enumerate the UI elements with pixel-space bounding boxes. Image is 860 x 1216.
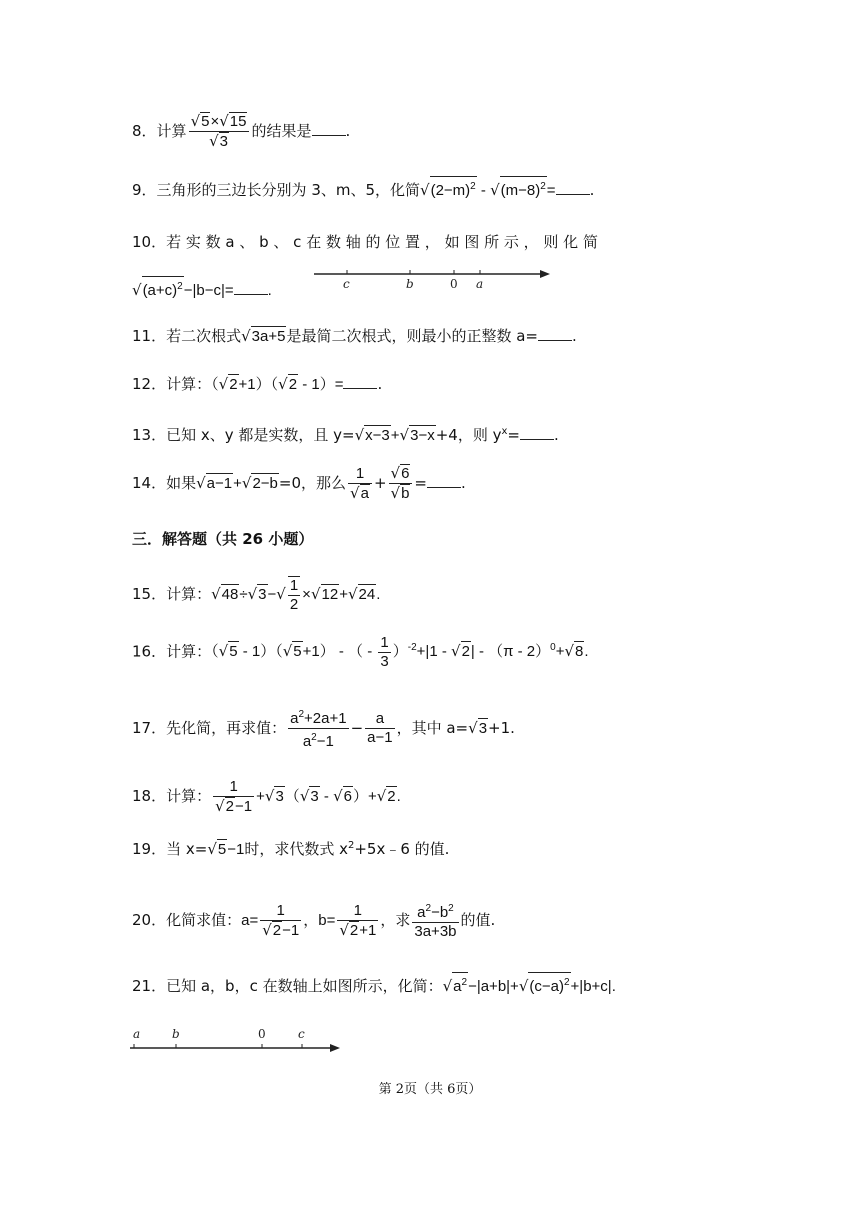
fraction: $\frac{√5\times√15}{√3}$ xyxy=(189,112,250,151)
problem-text: 计算 xyxy=(156,122,187,140)
period: . xyxy=(345,122,351,140)
problem-number: 17． xyxy=(132,719,167,737)
answer-blank[interactable] xyxy=(538,326,572,341)
problem-text: ，求 xyxy=(380,911,411,929)
problem-number: 21． xyxy=(132,977,167,995)
problem-9 xyxy=(132,176,594,201)
problem-text: 若 实 数 a 、 b 、 c 在 数 轴 的 位 置 ， 如 图 所 示 ， 则 化 简 xyxy=(166,233,598,251)
expression: a= $\frac{1}{√2-1}$ ，b= $\frac{1}{√2+1}$ xyxy=(241,902,377,940)
answer-blank[interactable] xyxy=(556,180,590,195)
problem-15 xyxy=(132,576,380,614)
problem-17: 17．先化简，再求值： $\frac{a^2+2a+1}{a^2-1}$ − $\frac{a}{a-1}$ ，其中 a=√3+1. xyxy=(132,706,515,751)
problem-text: 当 x= xyxy=(166,840,208,858)
fraction: $\frac{1}{√a}$ xyxy=(348,465,372,503)
problem-11 xyxy=(132,326,577,347)
problem-8 xyxy=(132,112,350,151)
problem-text: 三角形的三边长分别为 3、m、5，化简 xyxy=(156,181,421,199)
tick-label-a: a xyxy=(476,277,484,291)
problem-text: 时，求代数式 x xyxy=(244,840,348,858)
fraction: $\frac{√6}{√b}$ xyxy=(389,464,413,503)
problem-text: +5x﹣6 的值. xyxy=(354,840,450,858)
problem-number: 12． xyxy=(132,375,167,393)
section-heading: 三．解答题（共 26 小题） xyxy=(132,530,314,548)
problem-text: 是最简二次根式，则最小的正整数 a= xyxy=(286,327,538,345)
tick-label-a: a xyxy=(133,1027,141,1041)
period: . xyxy=(589,181,595,199)
problem-text: +4，则 y xyxy=(435,426,502,444)
problem-12 xyxy=(132,374,382,395)
problem-14: 14．如果√a−1+√2−b=0，那么 $\frac{1}{√a}$ + $\frac{√6}{√b}$ = . xyxy=(132,464,466,502)
problem-number: 19． xyxy=(132,840,167,858)
answer-blank[interactable] xyxy=(343,374,377,389)
problem-number: 15． xyxy=(132,584,167,603)
problem-number: 16． xyxy=(132,642,167,661)
problem-text: 计算： xyxy=(166,375,212,393)
problem-text: 计算： xyxy=(166,642,212,661)
number-line-2 xyxy=(128,1024,346,1058)
problem-text: +1. xyxy=(488,719,515,737)
expression: $√a^2-|a+b|+√(c-a)^2+|b+c|$. xyxy=(443,978,616,995)
exponent: x xyxy=(501,426,508,437)
problem-number: 10． xyxy=(132,233,167,251)
expression: $√(2-m)^2 - √(m-8)^2=$ xyxy=(420,182,556,199)
problem-text: 如果 xyxy=(166,474,197,492)
problem-21 xyxy=(132,972,616,997)
problem-number: 14． xyxy=(132,474,167,492)
problem-number: 9． xyxy=(132,181,157,199)
problem-text: 计算： xyxy=(166,584,212,603)
period: . xyxy=(553,426,559,444)
problem-text: 若二次根式 xyxy=(166,327,242,345)
answer-blank[interactable] xyxy=(520,425,554,440)
problem-text: 计算： xyxy=(166,786,212,805)
expression: （√2+1）（√2 - 1）= xyxy=(211,375,344,393)
fraction: $\frac{a}{a-1}$ xyxy=(367,710,393,746)
problem-text: = xyxy=(507,426,520,444)
problem-13 xyxy=(132,422,559,446)
tick-label-zero: 0 xyxy=(258,1027,266,1041)
problem-number: 18． xyxy=(132,786,167,805)
problem-number: 11． xyxy=(132,327,167,345)
problem-text: ，其中 a= xyxy=(396,719,469,737)
fraction: $\frac{a^2-b^2}{3a+3b}$ xyxy=(412,900,458,941)
tick-label-b: b xyxy=(172,1027,180,1041)
period: . xyxy=(572,327,577,345)
answer-blank[interactable] xyxy=(427,473,461,488)
answer-blank[interactable] xyxy=(234,280,268,295)
problem-text: 的值. xyxy=(460,911,496,929)
expression: √x−3+√3−x xyxy=(354,426,435,444)
problem-number: 13． xyxy=(132,426,167,444)
problem-number: 20． xyxy=(132,911,167,929)
fraction: $\frac{a^2+2a+1}{a^2-1}$ xyxy=(288,706,348,751)
tick-label-c: c xyxy=(343,277,350,291)
expression: $\frac{1}{√2-1}$ +√3（√3 - √6）+√2. xyxy=(215,778,401,815)
answer-blank[interactable] xyxy=(312,121,346,136)
expression: √48÷√3−√ $\frac{1}{2}$ ×√12+√24. xyxy=(211,577,381,613)
problem-text: 化简求值： xyxy=(166,911,242,929)
expression: √a−1+√2−b xyxy=(196,474,278,492)
tick-label-zero: 0 xyxy=(450,277,458,291)
problem-text: 的结果是 xyxy=(251,122,312,140)
problem-text: =0，那么 xyxy=(278,474,347,492)
period: . xyxy=(377,375,383,393)
problem-16 xyxy=(132,634,589,671)
problem-20 xyxy=(132,900,495,941)
expression: √3a+5 xyxy=(241,327,286,345)
exponent: 2 xyxy=(347,840,355,851)
problem-text: 已知 a，b，c 在数轴上如图所示，化简： xyxy=(166,977,443,995)
period: . xyxy=(267,282,272,299)
period: . xyxy=(461,474,466,492)
tick-label-b: b xyxy=(406,277,414,291)
problem-number: 8． xyxy=(132,122,157,140)
number-line-1 xyxy=(312,266,556,292)
page-footer: 第 2页（共 6页） xyxy=(378,1082,482,1097)
expression: （√5 - 1）（√5+1） - （ - $\frac{1}{3}$ ）$^{-2}$+|1 - √2| - （π - 2）$^0$+√8. xyxy=(211,634,589,670)
problem-18 xyxy=(132,778,401,816)
tick-label-c: c xyxy=(298,1027,305,1041)
problem-text: 已知 x、y 都是实数，且 y= xyxy=(166,426,355,444)
problem-10 xyxy=(132,232,732,252)
problem-19: 19．当 x=√5−1时，求代数式 $x^2+5x﹣6$ 的值. xyxy=(132,840,450,858)
problem-text: 先化简，再求值： xyxy=(166,719,287,737)
problem-10-expression: $√(a+c)^2-|b-c|=$ . xyxy=(132,276,272,301)
